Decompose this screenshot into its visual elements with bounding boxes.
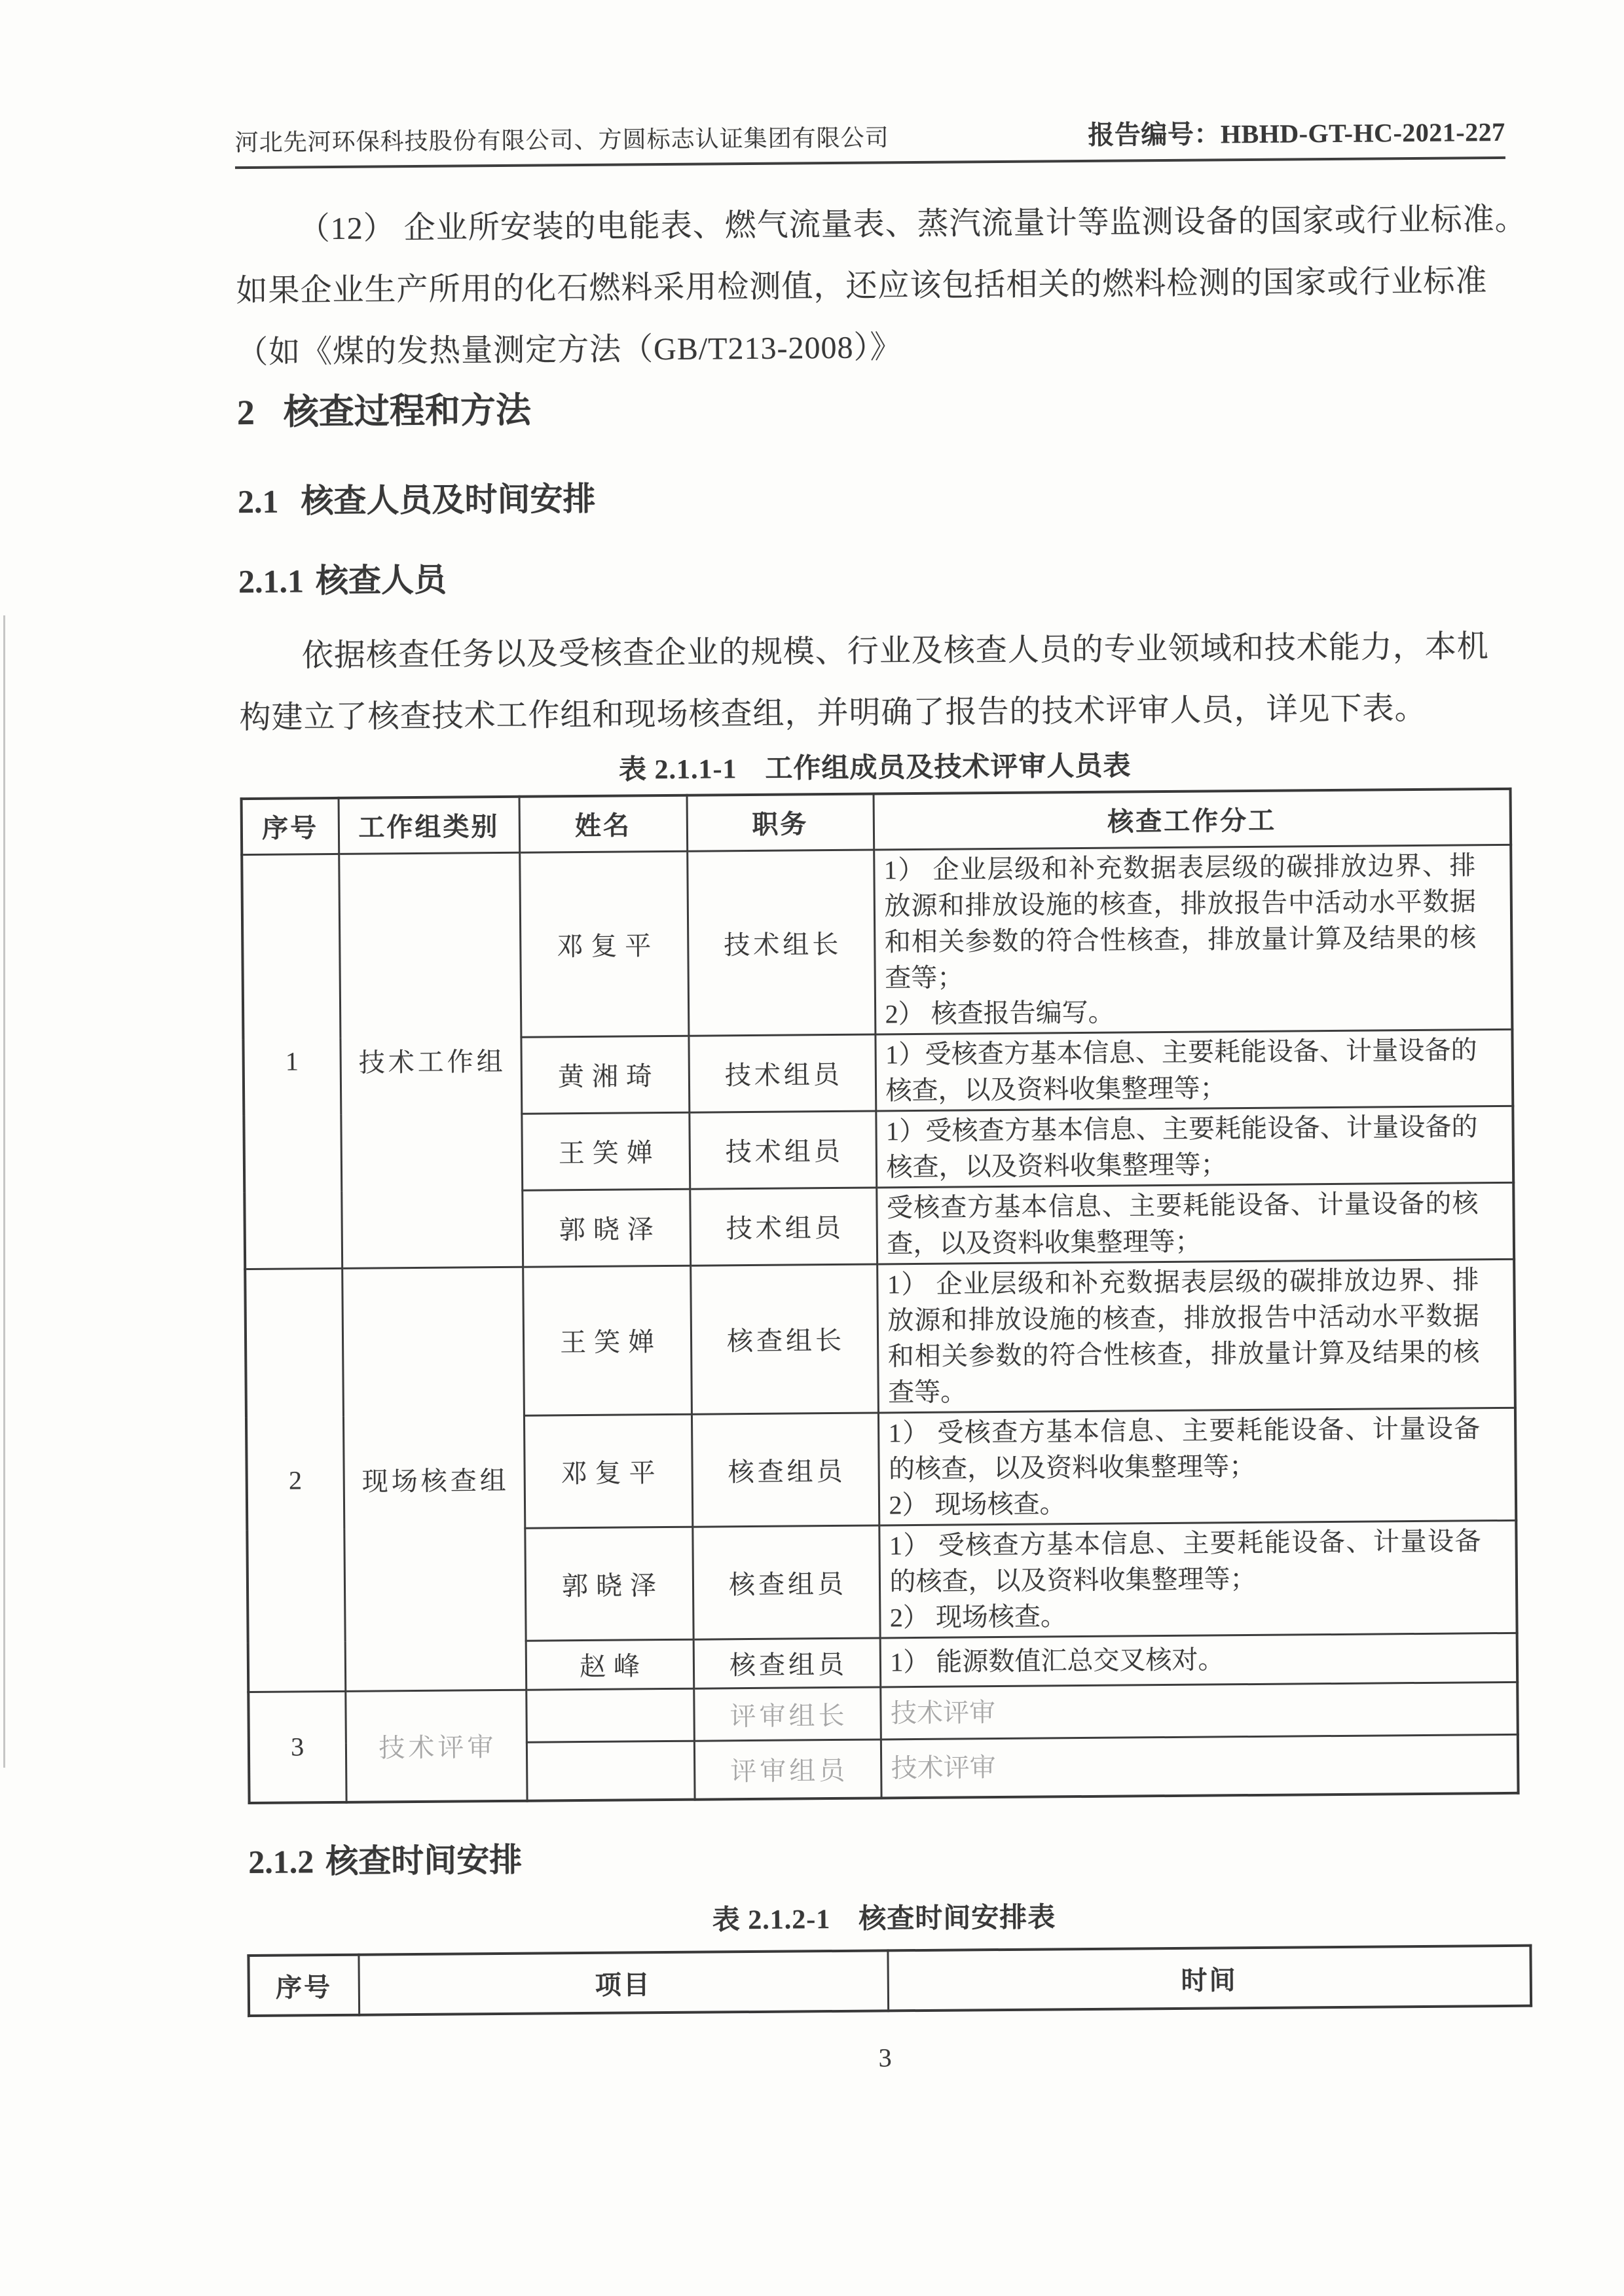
duty-cell: 1） 受核查方基本信息、主要耗能设备、计量设备的核查，以及资料收集整理等； 2） 现场核查。 bbox=[878, 1408, 1516, 1525]
member-name-cell: 邓复平 bbox=[524, 1414, 692, 1528]
table-row bbox=[242, 845, 1512, 1039]
col-header-category: 工作组类别 bbox=[339, 797, 520, 854]
member-role-cell: 技术组员 bbox=[689, 1110, 876, 1188]
member-name-cell bbox=[526, 1741, 695, 1801]
member-role-cell: 核查组长 bbox=[690, 1264, 878, 1413]
staffing-line-1: 依据核查任务以及受核查企业的规模、行业及核查人员的专业领域和技术能力，本机 bbox=[301, 629, 1490, 674]
section-2-title: 核查过程和方法 bbox=[283, 390, 532, 432]
section-2-1-1-heading bbox=[238, 548, 1509, 605]
member-role-cell: 技术组长 bbox=[687, 850, 875, 1036]
member-name-cell: 邓复平 bbox=[519, 851, 688, 1037]
work-group-table bbox=[240, 788, 1520, 1804]
schedule-table bbox=[247, 1944, 1532, 2017]
section-2-1-1-title: 核查人员 bbox=[315, 561, 447, 600]
group-category-cell: 技术评审 bbox=[345, 1690, 526, 1802]
member-name-cell: 王笑婵 bbox=[521, 1112, 690, 1190]
seq-number-cell: 3 bbox=[248, 1691, 346, 1803]
member-name-cell: 郭晓泽 bbox=[525, 1527, 693, 1641]
duty-cell: 1） 受核查方基本信息、主要耗能设备、计量设备的核查，以及资料收集整理等； 2） 现场核查。 bbox=[879, 1520, 1517, 1638]
seq-number-cell: 2 bbox=[245, 1268, 345, 1692]
col-header-item: 项目 bbox=[358, 1950, 888, 2014]
report-number-label: 报告编号： bbox=[1088, 119, 1221, 150]
intro-paragraph bbox=[235, 189, 1527, 384]
member-role-cell: 技术组员 bbox=[688, 1034, 876, 1112]
member-name-cell bbox=[526, 1688, 694, 1742]
member-name-cell: 黄湘琦 bbox=[521, 1036, 689, 1114]
section-2-number: 2 bbox=[236, 392, 255, 433]
member-name-cell: 赵峰 bbox=[526, 1639, 694, 1690]
staffing-paragraph bbox=[238, 616, 1509, 749]
section-2-heading bbox=[237, 379, 1508, 436]
table-row bbox=[248, 1682, 1518, 1744]
col-header-seq: 序号 bbox=[242, 798, 339, 854]
member-name-cell: 王笑婵 bbox=[523, 1266, 692, 1415]
duty-cell: 1） 能源数值汇总交叉核对。 bbox=[880, 1633, 1518, 1687]
section-2-1-title: 核查人员及时间安排 bbox=[301, 480, 596, 520]
intro-line-1: （12） 企业所安装的电能表、燃气流量表、蒸汽流量计等监测设备的国家或行业标准。 bbox=[298, 202, 1527, 247]
duty-cell: 技术评审 bbox=[880, 1682, 1518, 1740]
member-role-cell: 核查组员 bbox=[692, 1412, 879, 1526]
duty-cell: 1） 企业层级和补充数据表层级的碳排放边界、排放源和排放设施的核查，排放报告中活动水平数据和相关参数的符合性核查，排放量计算及结果的核查等； 2） 核查报告编写。 bbox=[874, 845, 1512, 1034]
section-2-1-number: 2.1 bbox=[237, 483, 279, 520]
header-company-names: 河北先河环保科技股份有限公司、方圆标志认证集团有限公司 bbox=[234, 124, 889, 156]
table-header-row bbox=[248, 1946, 1531, 2016]
col-header-role: 职务 bbox=[687, 794, 874, 851]
duty-cell: 技术评审 bbox=[881, 1734, 1519, 1798]
intro-line-2: 如果企业生产所用的化石燃料采用检测值，还应该包括相关的燃料检测的国家或行业标准 bbox=[236, 264, 1488, 309]
section-2-1-2-heading bbox=[248, 1829, 1519, 1886]
section-2-1-2-number: 2.1.2 bbox=[248, 1843, 314, 1881]
col-header-name: 姓名 bbox=[519, 795, 688, 852]
duty-cell: 1）受核查方基本信息、主要耗能设备、计量设备的核查，以及资料收集整理等； bbox=[876, 1106, 1513, 1188]
member-role-cell: 评审组员 bbox=[694, 1739, 881, 1799]
staffing-line-2: 构建立了核查技术工作组和现场核查组，并明确了报告的技术评审人员，详见下表。 bbox=[239, 691, 1427, 736]
member-role-cell: 核查组员 bbox=[692, 1525, 879, 1639]
col-header-time: 时间 bbox=[887, 1946, 1531, 2011]
member-role-cell: 技术组员 bbox=[690, 1187, 877, 1265]
scanner-edge-artifact bbox=[3, 615, 5, 1768]
seq-number-cell: 1 bbox=[242, 854, 342, 1269]
table-header-row bbox=[242, 789, 1511, 854]
group-category-cell: 现场核查组 bbox=[342, 1267, 526, 1691]
section-2-1-heading bbox=[238, 468, 1509, 525]
intro-line-3: （如《煤的发热量测定方法（GB/T213-2008）》 bbox=[236, 330, 902, 371]
header-rule bbox=[235, 156, 1505, 169]
member-role-cell: 核查组员 bbox=[693, 1637, 881, 1688]
section-2-1-2-title: 核查时间安排 bbox=[325, 1841, 523, 1880]
table-row bbox=[245, 1259, 1515, 1417]
section-2-1-1-number: 2.1.1 bbox=[238, 562, 304, 600]
member-role-cell: 评审组长 bbox=[693, 1686, 881, 1740]
table-2-1-1-caption: 表 2.1.1-1 工作组成员及技术评审人员表 bbox=[618, 751, 1132, 786]
duty-cell: 受核查方基本信息、主要耗能设备、计量设备的核查，以及资料收集整理等； bbox=[876, 1182, 1514, 1264]
member-name-cell: 郭晓泽 bbox=[522, 1189, 690, 1267]
report-number-value: HBHD-GT-HC-2021-227 bbox=[1220, 117, 1505, 149]
group-category-cell: 技术工作组 bbox=[339, 852, 523, 1268]
table-2-1-2-caption: 表 2.1.2-1 核查时间安排表 bbox=[712, 1903, 1056, 1936]
doc-header bbox=[234, 0, 1505, 157]
header-report-number bbox=[1088, 117, 1505, 151]
col-header-duty: 核查工作分工 bbox=[874, 789, 1511, 850]
col-header-seq: 序号 bbox=[248, 1955, 359, 2016]
duty-cell: 1）受核查方基本信息、主要耗能设备、计量设备的核查，以及资料收集整理等； bbox=[875, 1029, 1513, 1111]
duty-cell: 1） 企业层级和补充数据表层级的碳排放边界、排放源和排放设施的核查，排放报告中活动水平数据和相关参数的符合性核查，排放量计算及结果的核查等。 bbox=[877, 1259, 1515, 1413]
page-number: 3 bbox=[878, 2043, 892, 2073]
